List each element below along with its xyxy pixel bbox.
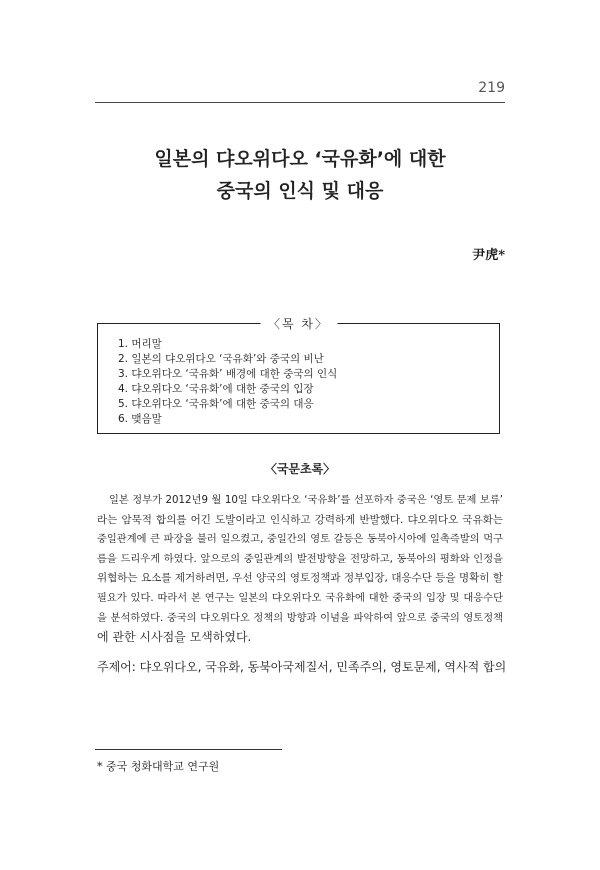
toc-heading: 〈목 차〉 xyxy=(260,315,337,332)
abstract-line: 중일관계에 큰 파장을 불러 일으켰고, 중일간의 영토 갈등은 동북아시아에 일촉즉발의 먹구 xyxy=(97,533,503,546)
abstract-body xyxy=(97,491,503,648)
keywords: 주제어: 댜오위다오, 국유화, 동북아국제질서, 민족주의, 영토문제, 역사적 합의 xyxy=(97,660,507,674)
title-line-1: 일본의 댜오위다오 ‘국유화’에 대한 xyxy=(154,148,446,170)
abstract-line: 름을 드리우게 하였다. 앞으로의 중일관계의 발전방향을 전망하고, 동북아의 평화와 인정을 xyxy=(97,552,503,565)
footnote: * 중국 청화대학교 연구원 xyxy=(97,760,220,773)
toc-item: 2. 일본의 댜오위다오 ‘국유화’와 중국의 비난 xyxy=(118,353,324,365)
author-name: 尹虎* xyxy=(472,248,505,263)
abstract-line: 필요가 있다. 따라서 본 연구는 일본의 댜오위다오 국유화에 대한 중국의 입장 및 대응수단 xyxy=(97,591,503,604)
abstract-line: 라는 암묵적 합의를 어긴 도발이라고 인식하고 강력하게 반발했다. 댜오위다오 국유화는 xyxy=(97,513,503,526)
abstract-line: 을 분석하였다. 중국의 댜오위다오 정책의 방향과 이념을 파악하여 앞으로 중국의 영토정책 xyxy=(97,611,503,624)
toc-item: 1. 머리말 xyxy=(118,338,162,350)
abstract-line: 일본 정부가 2012년9 월 10일 댜오위다오 ‘국유화’를 선포하자 중국은 ‘영토 문제 보류’ xyxy=(109,494,503,506)
page-number: 219 xyxy=(478,80,505,96)
toc-item: 3. 댜오위다오 ‘국유화’ 배경에 대한 중국의 인식 xyxy=(118,368,338,380)
abstract-line: 에 관한 시사점을 모색하였다. xyxy=(97,630,252,645)
abstract-line: 위협하는 요소를 제거하려면, 우선 양국의 영토정책과 정부입장, 대응수단 등을 명확히 할 xyxy=(97,572,503,585)
header-rule xyxy=(95,102,505,103)
paper-title xyxy=(95,143,505,207)
table-of-contents xyxy=(97,317,500,434)
toc-list xyxy=(118,337,337,427)
title-line-2: 중국의 인식 및 대응 xyxy=(216,180,384,202)
toc-item: 6. 맺음말 xyxy=(118,413,162,425)
abstract-heading: 〈국문초록〉 xyxy=(264,462,336,476)
toc-item: 4. 댜오위다오 ‘국유화’에 대한 중국의 입장 xyxy=(118,383,314,395)
toc-item: 5. 댜오위다오 ‘국유화’에 대한 중국의 대응 xyxy=(118,398,314,410)
footnote-rule xyxy=(95,749,282,750)
